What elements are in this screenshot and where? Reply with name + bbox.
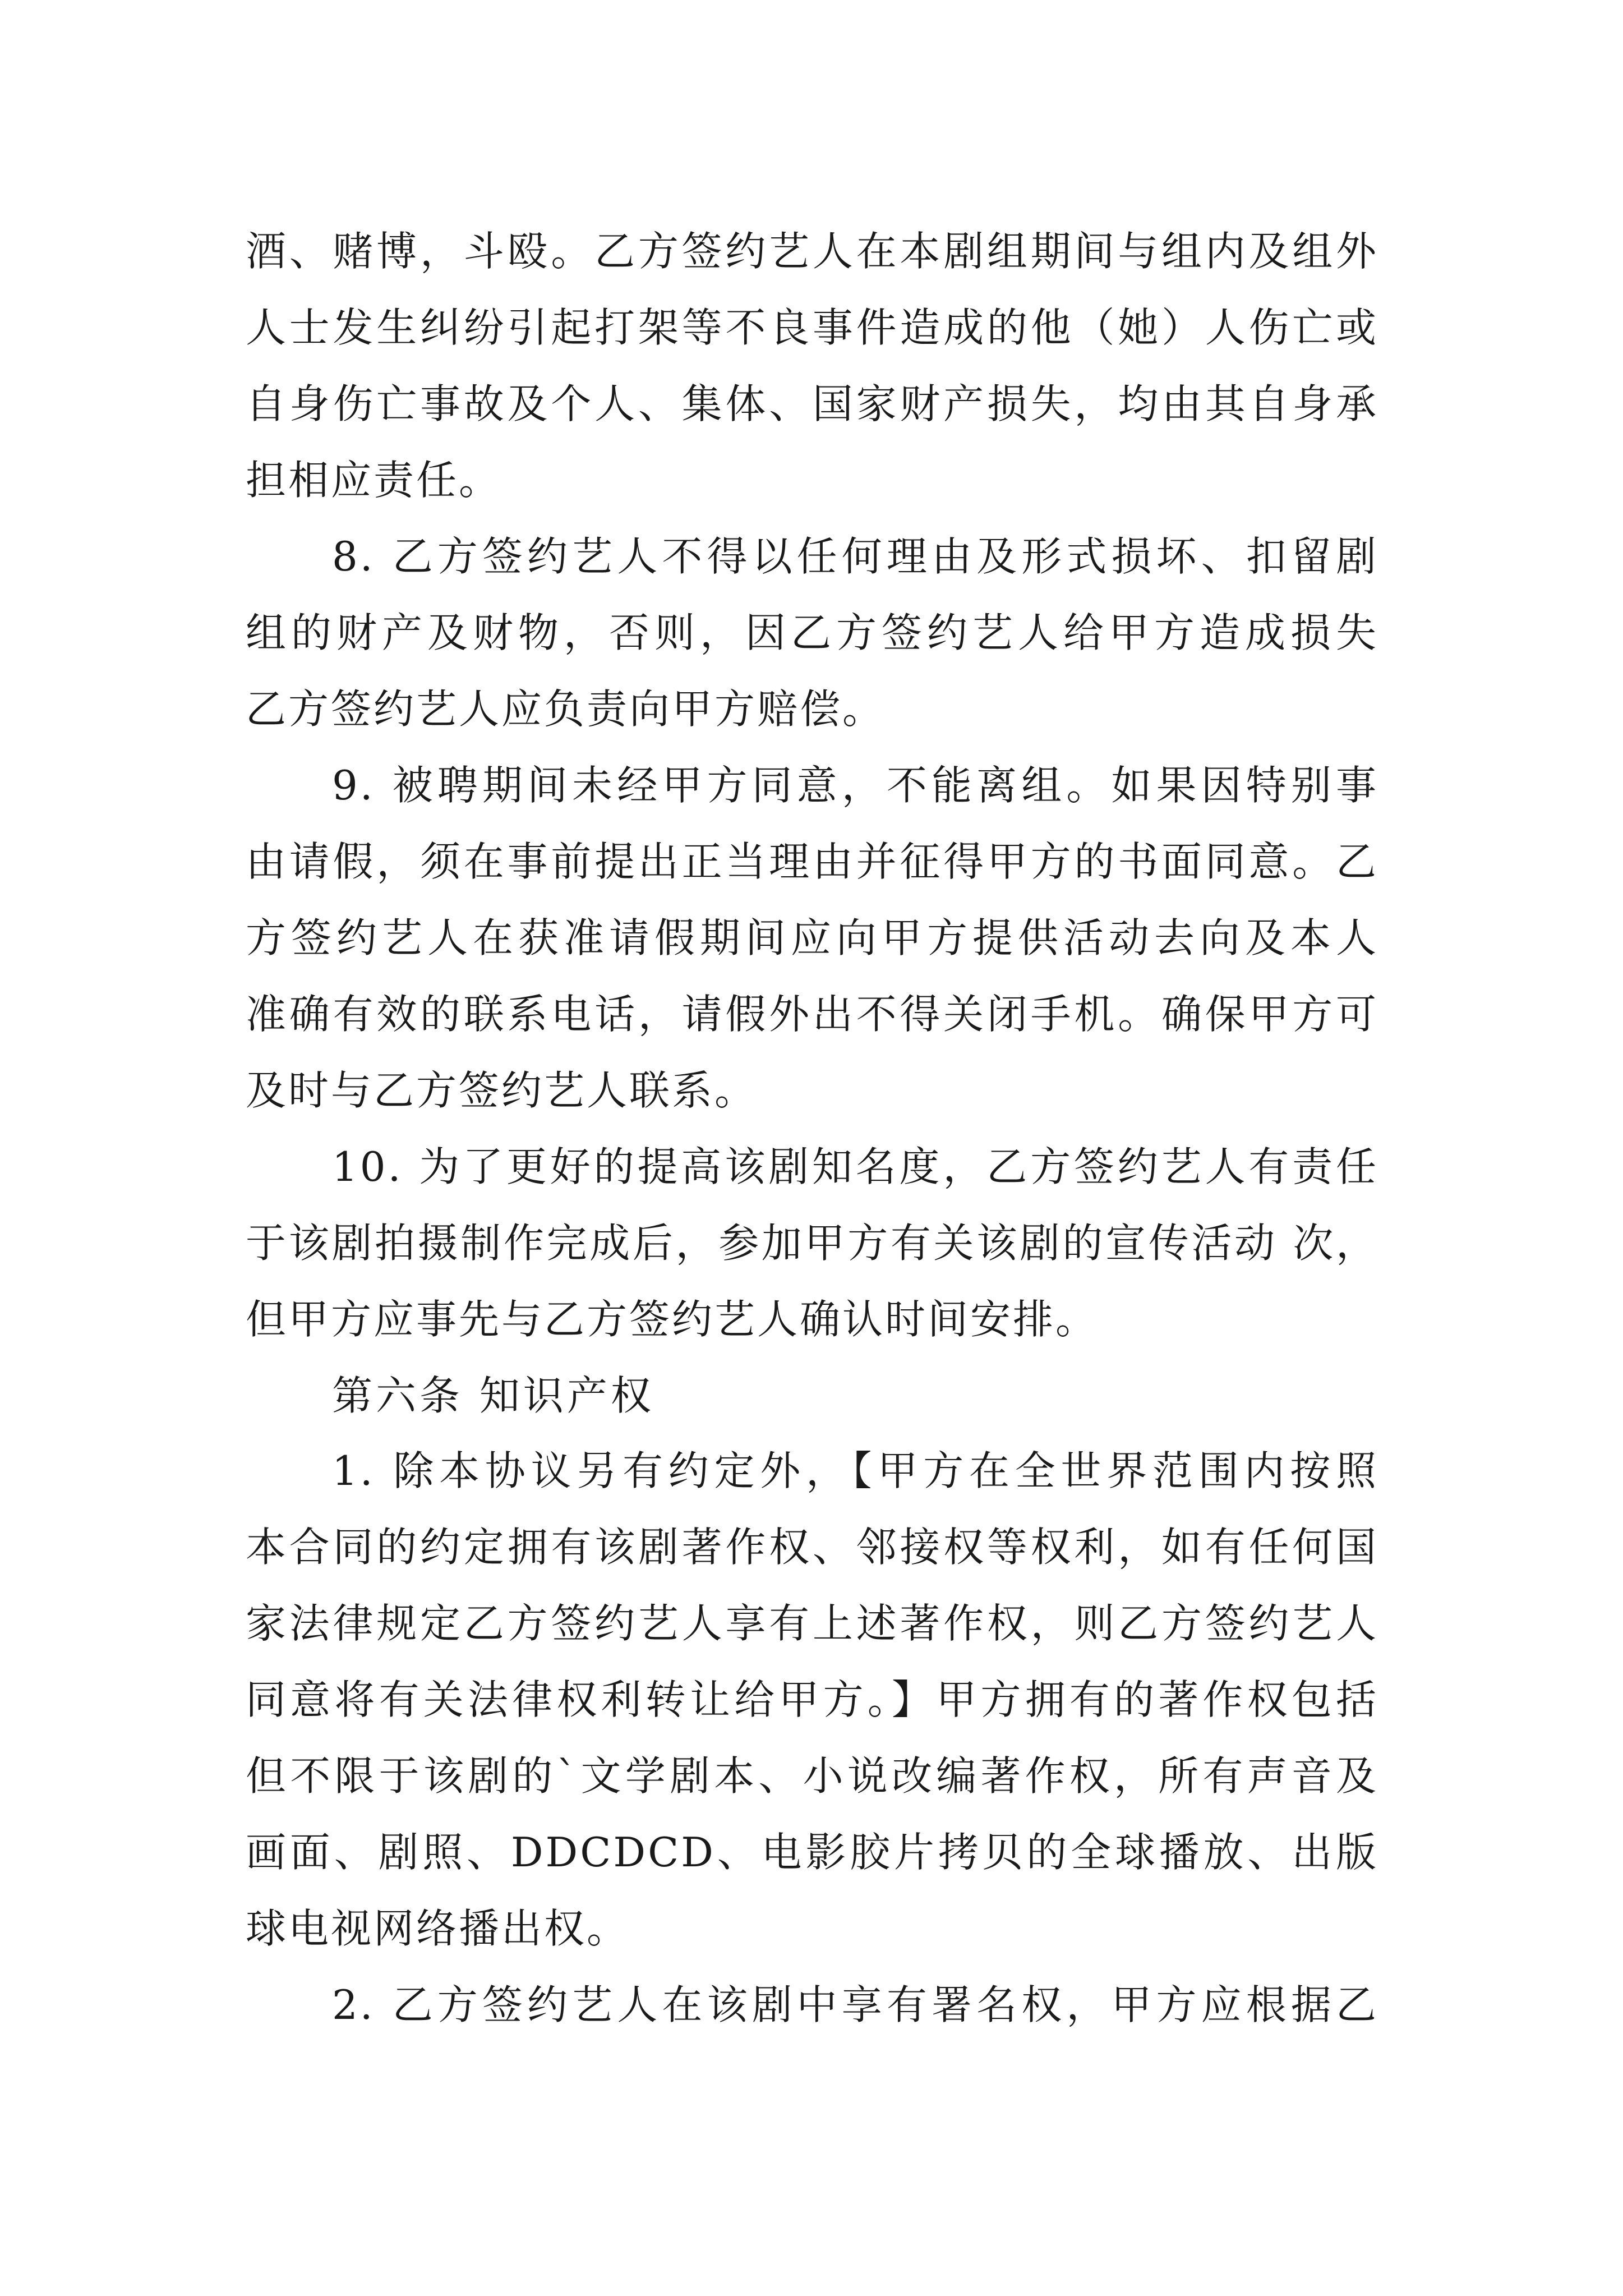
body-text-line: 球电视网络播出权。 xyxy=(246,1905,630,1952)
body-text-line: 本合同的约定拥有该剧著作权、邻接权等权利，如有任何国 xyxy=(246,1524,1378,1571)
body-text-line: 乙方签约艺人应负责向甲方赔偿。 xyxy=(246,685,886,733)
body-text-line: 于该剧拍摄制作完成后，参加甲方有关该剧的宣传活动 次， xyxy=(246,1220,1378,1267)
body-text-line: 方签约艺人在获准请假期间应向甲方提供活动去向及本人 xyxy=(246,914,1378,961)
body-text-line: 组的财产及财物，否则，因乙方签约艺人给甲方造成损失 xyxy=(246,609,1378,656)
ip-clause-2-first-line: 2. 乙方签约艺人在该剧中享有署名权，甲方应根据乙 xyxy=(332,1981,1378,2028)
body-text-line: 自身伤亡事故及个人、集体、国家财产损失，均由其自身承 xyxy=(246,380,1378,427)
ip-clause-1-first-line: 1. 除本协议另有约定外，【甲方在全世界范围内按照 xyxy=(332,1447,1378,1494)
body-text-line: 但甲方应事先与乙方签约艺人确认时间安排。 xyxy=(246,1296,1099,1343)
section-heading-article-6: 第六条 知识产权 xyxy=(332,1372,654,1419)
body-text-line: 人士发生纠纷引起打架等不良事件造成的他（她）人伤亡或 xyxy=(246,304,1378,351)
clause-8-first-line: 8. 乙方签约艺人不得以任何理由及形式损坏、扣留剧 xyxy=(332,533,1378,580)
clause-9-first-line: 9. 被聘期间未经甲方同意，不能离组。如果因特别事 xyxy=(332,762,1378,809)
body-text-line: 画面、剧照、DDCDCD、电影胶片拷贝的全球播放、出版 xyxy=(246,1829,1378,1876)
body-text-line: 担相应责任。 xyxy=(246,457,502,504)
body-text-line: 由请假，须在事前提出正当理由并征得甲方的书面同意。乙 xyxy=(246,838,1378,885)
body-text-line: 及时与乙方签约艺人联系。 xyxy=(246,1067,758,1114)
clause-10-first-line: 10. 为了更好的提高该剧知名度，乙方签约艺人有责任 xyxy=(332,1143,1378,1190)
body-text-line: 酒、赌博，斗殴。乙方签约艺人在本剧组期间与组内及组外 xyxy=(246,228,1378,275)
body-text-line: 家法律规定乙方签约艺人享有上述著作权，则乙方签约艺人 xyxy=(246,1600,1378,1647)
body-text-line: 同意将有关法律权利转让给甲方。】甲方拥有的著作权包括 xyxy=(246,1676,1378,1723)
body-text-line: 但不限于该剧的`文学剧本、小说改编著作权，所有声音及 xyxy=(246,1752,1378,1800)
body-text-line: 准确有效的联系电话，请假外出不得关闭手机。确保甲方可 xyxy=(246,991,1378,1038)
